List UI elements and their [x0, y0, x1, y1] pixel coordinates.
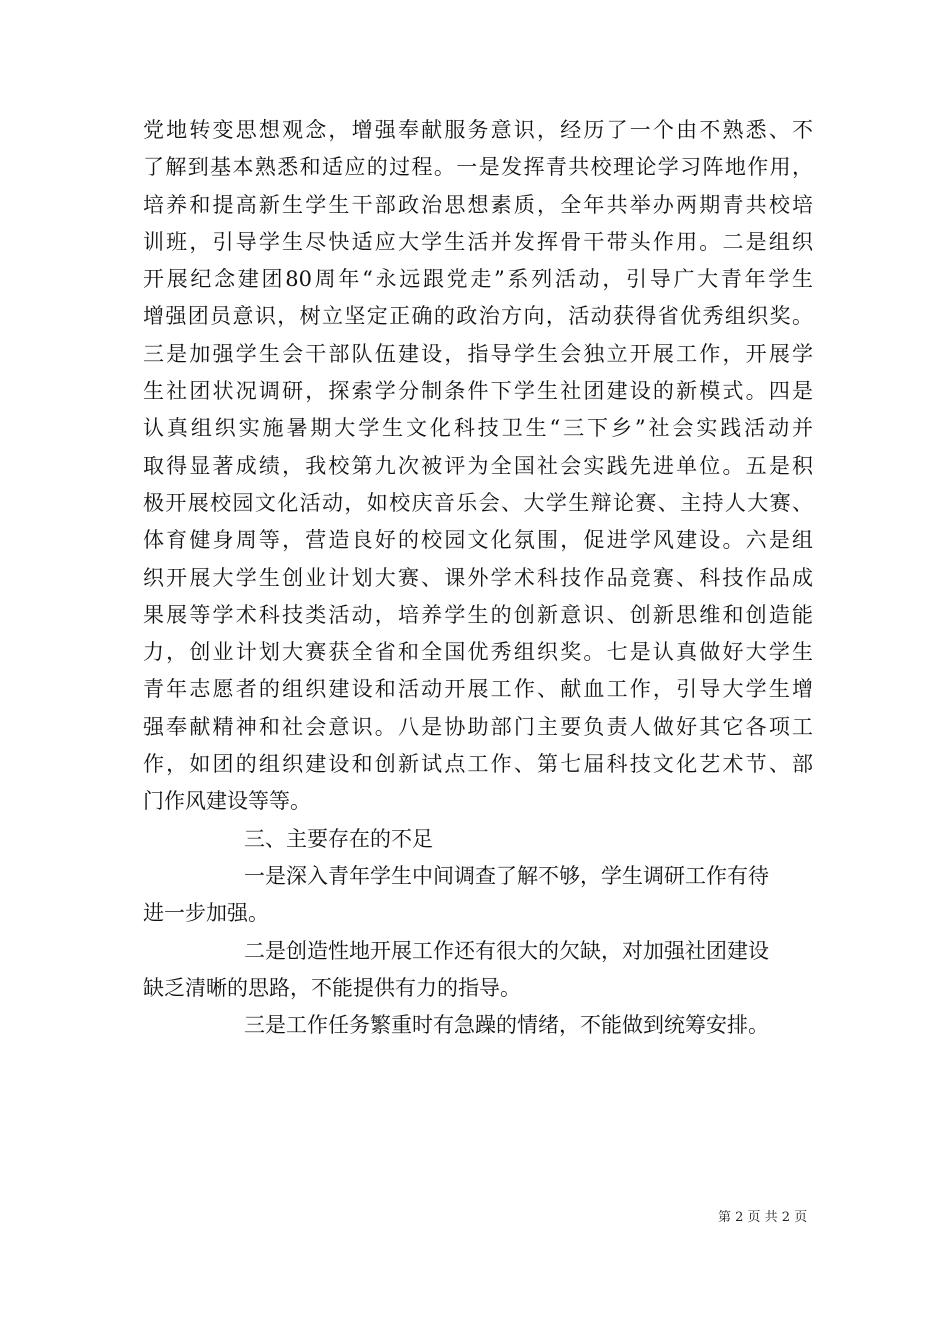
paragraph-line: 三是加强学生会干部队伍建设，指导学生会独立开展工作，开展学	[143, 341, 813, 366]
paragraph-line: 训班，引导学生尽快适应大学生活并发挥骨干带头作用。二是组织	[143, 229, 813, 254]
paragraph-line: 力，创业计划大赛获全省和全国优秀组织奖。七是认真做好大学生	[143, 640, 813, 665]
paragraph-line: 生社团状况调研，探索学分制条件下学生社团建设的新模式。四是	[143, 379, 813, 404]
shortcoming-item-1: 一是深入青年学生中间调查了解不够，学生调研工作有待	[244, 863, 769, 888]
paragraph-line: 了解到基本熟悉和适应的过程。一是发挥青共校理论学习阵地作用，	[143, 155, 813, 180]
shortcoming-item-2: 二是创造性地开展工作还有很大的欠缺，对加强社团建设	[244, 938, 769, 963]
paragraph-line: 门作风建设等等。	[143, 789, 311, 814]
paragraph-line: 认真组织实施暑期大学生文化科技卫生“三下乡”社会实践活动并	[143, 416, 813, 441]
paragraph-line: 强奉献精神和社会意识。八是协助部门主要负责人做好其它各项工	[143, 714, 813, 739]
shortcoming-item-1-continued: 进一步加强。	[143, 901, 269, 926]
shortcoming-item-3: 三是工作任务繁重时有急躁的情绪，不能做到统筹安排。	[244, 1013, 769, 1038]
section-heading: 三、主要存在的不足	[244, 826, 433, 851]
paragraph-line: 极开展校园文化活动，如校庆音乐会、大学生辩论赛、主持人大赛、	[143, 490, 813, 515]
paragraph-line: 作，如团的组织建设和创新试点工作、第七届科技文化艺术节、部	[143, 752, 813, 777]
paragraph-line: 青年志愿者的组织建设和活动开展工作、献血工作，引导大学生增	[143, 677, 813, 702]
paragraph-line: 增强团员意识，树立坚定正确的政治方向，活动获得省优秀组织奖。	[143, 304, 813, 329]
body-text	[143, 112, 813, 1044]
paragraph-line: 织开展大学生创业计划大赛、课外学术科技作品竞赛、科技作品成	[143, 565, 813, 590]
shortcoming-item-2-continued: 缺乏清晰的思路，不能提供有力的指导。	[143, 975, 521, 1000]
paragraph-line: 培养和提高新生学生干部政治思想素质，全年共举办两期青共校培	[143, 192, 813, 217]
paragraph-line: 果展等学术科技类活动，培养学生的创新意识、创新思维和创造能	[143, 602, 813, 627]
page-number: 第 2 页 共 2 页	[718, 1210, 808, 1225]
paragraph-line: 开展纪念建团80周年“永远跟党走”系列活动，引导广大青年学生	[143, 267, 813, 292]
paragraph-line: 党地转变思想观念，增强奉献服务意识，经历了一个由不熟悉、不	[143, 118, 813, 142]
paragraph-line: 体育健身周等，营造良好的校园文化氛围，促进学风建设。六是组	[143, 528, 813, 553]
paragraph-line: 取得显著成绩，我校第九次被评为全国社会实践先进单位。五是积	[143, 453, 813, 478]
